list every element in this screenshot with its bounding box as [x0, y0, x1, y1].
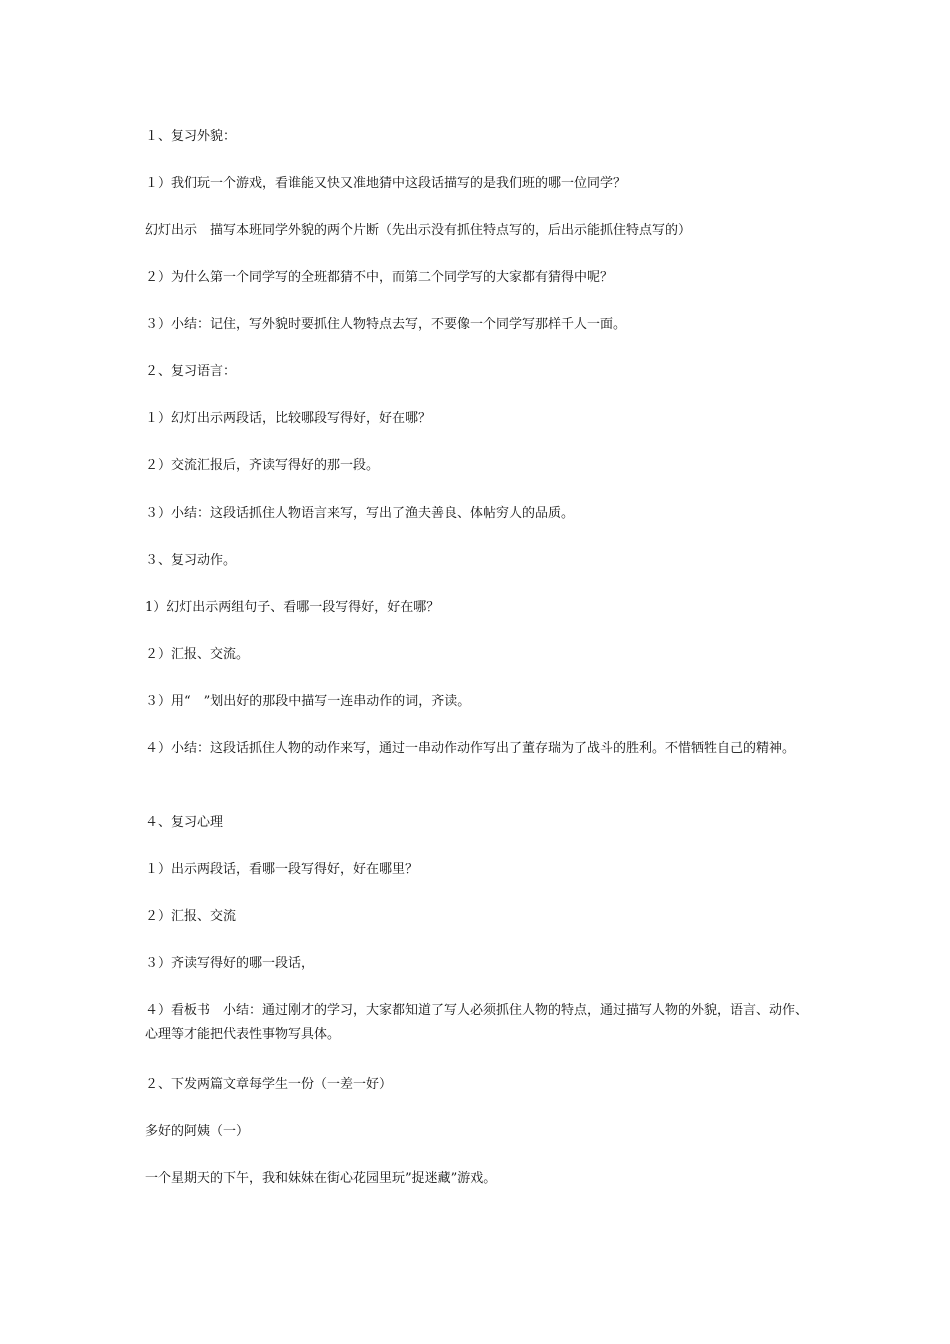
paragraph: ３）齐读写得好的哪一段话， [145, 956, 315, 971]
paragraph: 多好的阿姨（一） [145, 1124, 250, 1139]
paragraph: 幻灯出示 描写本班同学外貌的两个片断（先出示没有抓住特点写的，后出示能抓住特点写的） [145, 223, 692, 238]
paragraph: ３、复习动作。 [145, 553, 237, 568]
paragraph: ３）用“ ”划出好的那段中描写一连串动作的词，齐读。 [145, 694, 471, 709]
paragraph: ２、下发两篇文章每学生一份（一差一好） [145, 1077, 393, 1092]
paragraph: ２、复习语言： [145, 364, 237, 379]
paragraph: ４、复习心理 [145, 815, 224, 830]
paragraph: １、复习外貌： [145, 129, 237, 144]
paragraph: １）出示两段话，看哪一段写得好，好在哪里？ [145, 862, 419, 877]
paragraph: １）我们玩一个游戏，看谁能又快又准地猜中这段话描写的是我们班的哪一位同学？ [145, 176, 627, 191]
paragraph: ３）小结：记住，写外貌时要抓住人物特点去写，不要像一个同学写那样千人一面。 [145, 317, 627, 332]
paragraph: ２）汇报、交流。 [145, 647, 250, 662]
paragraph: ３）小结：这段话抓住人物语言来写，写出了渔夫善良、体帖穷人的品质。 [145, 506, 575, 521]
paragraph: １）幻灯出示两段话，比较哪段写得好，好在哪？ [145, 411, 432, 426]
paragraph: ４）看板书 小结：通过刚才的学习，大家都知道了写人必须抓住人物的特点，通过描写人物的外貌，语言、动作、心理等才能把代表性事物写具体。 [145, 1003, 809, 1042]
paragraph: 1）幻灯出示两组句子、看哪一段写得好，好在哪？ [145, 600, 440, 615]
paragraph: ４）小结：这段话抓住人物的动作来写，通过一串动作动作写出了董存瑞为了战斗的胜利。不惜牺牲自己的精神。 [145, 741, 796, 756]
paragraph: ２）为什么第一个同学写的全班都猜不中，而第二个同学写的大家都有猜得中呢？ [145, 270, 614, 285]
paragraph: 一个星期天的下午，我和妹妹在街心花园里玩”捉迷藏”游戏。 [145, 1171, 497, 1186]
paragraph: ２）交流汇报后，齐读写得好的那一段。 [145, 458, 380, 473]
paragraph: ２）汇报、交流 [145, 909, 237, 924]
